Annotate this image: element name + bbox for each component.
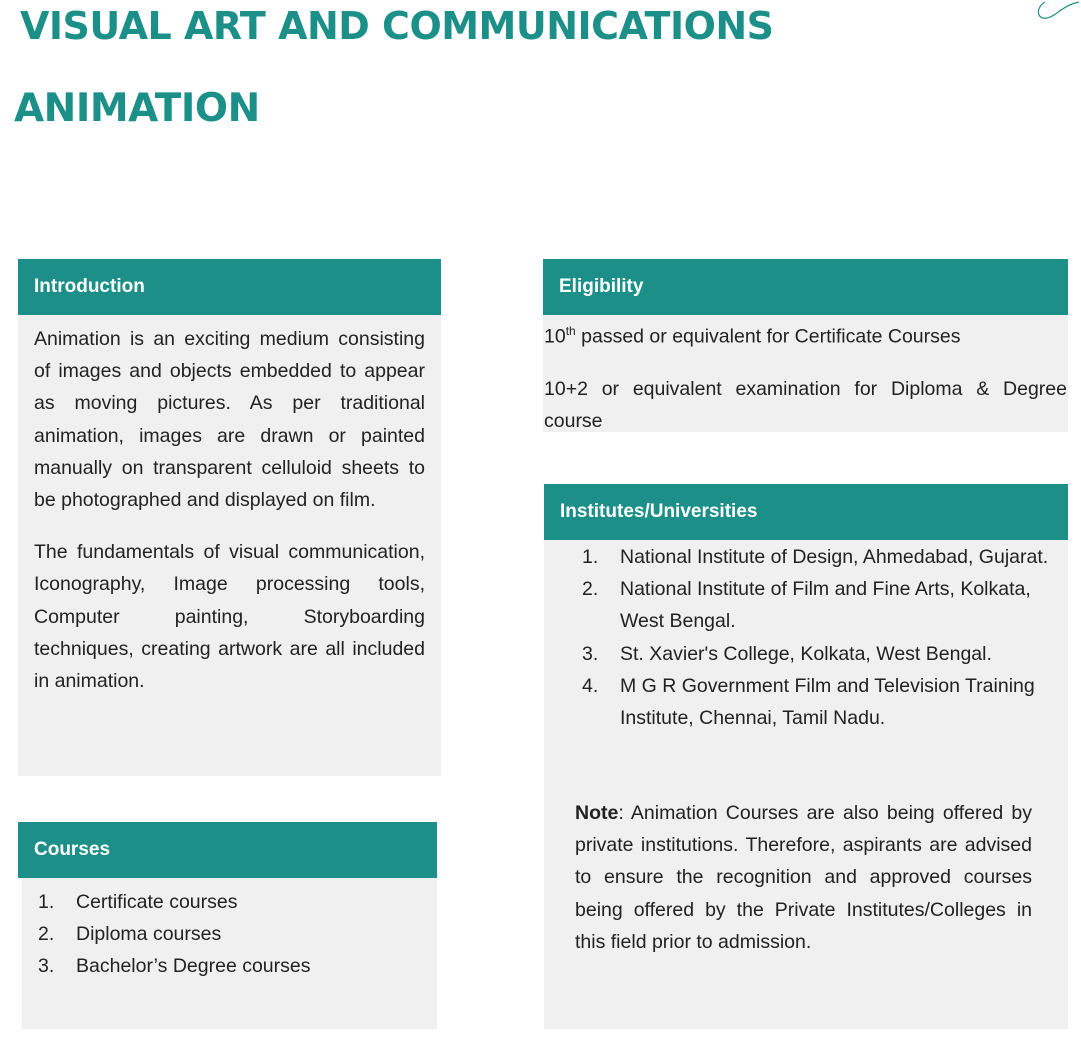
page-title: VISUAL ART AND COMMUNICATIONS (20, 4, 774, 48)
list-item: 3. Bachelor’s Degree courses (38, 955, 311, 978)
introduction-body (34, 323, 425, 697)
introduction-section (18, 259, 441, 776)
note-text: : Animation Courses are also being offered by private institutions. Therefore, aspirants are advised to ensure the recognition and approved courses being offered by the Private Institutes/Colleges in this field prior to admission. (575, 802, 1032, 953)
eligibility-line-2: 10+2 or equivalent examination for Diploma & Degree course (544, 377, 1067, 432)
courses-body (38, 886, 428, 983)
eligibility-line-1: 10th passed or equivalent for Certificate Courses (544, 324, 961, 348)
list-item: 1. Certificate courses (38, 891, 238, 913)
introduction-heading: Introduction (18, 259, 441, 315)
eligibility-section (543, 259, 1068, 432)
list-item: 4. M G R Government Film and Television Training Institute, Chennai, Tamil Nadu. (582, 674, 1035, 730)
courses-list (38, 886, 428, 983)
eligibility-heading: Eligibility (543, 259, 1068, 315)
introduction-paragraph-2: The fundamentals of visual communication, Iconography, Image processing tools, Computer painting, Storyboarding techniques, creating artwork are all included in animation. (34, 541, 425, 693)
institutes-section (544, 484, 1068, 1029)
page-subtitle: ANIMATION (14, 86, 260, 131)
list-item: 1. National Institute of Design, Ahmedabad, Gujarat. (582, 546, 1049, 568)
list-item: 3. St. Xavier's College, Kolkata, West Bengal. (582, 642, 992, 665)
institutes-body (582, 541, 1066, 734)
courses-section (22, 822, 437, 1029)
institutes-list (582, 541, 1066, 734)
note-label: Note (575, 802, 619, 824)
institutes-note (575, 797, 1032, 958)
decorative-swirl-icon (1031, 0, 1081, 26)
list-item: 2. National Institute of Film and Fine Arts, Kolkata, West Bengal. (582, 578, 1031, 633)
courses-heading: Courses (18, 822, 437, 878)
introduction-paragraph-1: Animation is an exciting medium consisting of images and objects embedded to appear as moving pictures. As per traditional animation, images are drawn or painted manually on transparent celluloid sheets to be photographed and displayed on film. (34, 328, 425, 512)
institutes-heading: Institutes/Universities (544, 484, 1068, 540)
eligibility-body (544, 315, 1067, 437)
list-item: 2. Diploma courses (38, 923, 222, 946)
